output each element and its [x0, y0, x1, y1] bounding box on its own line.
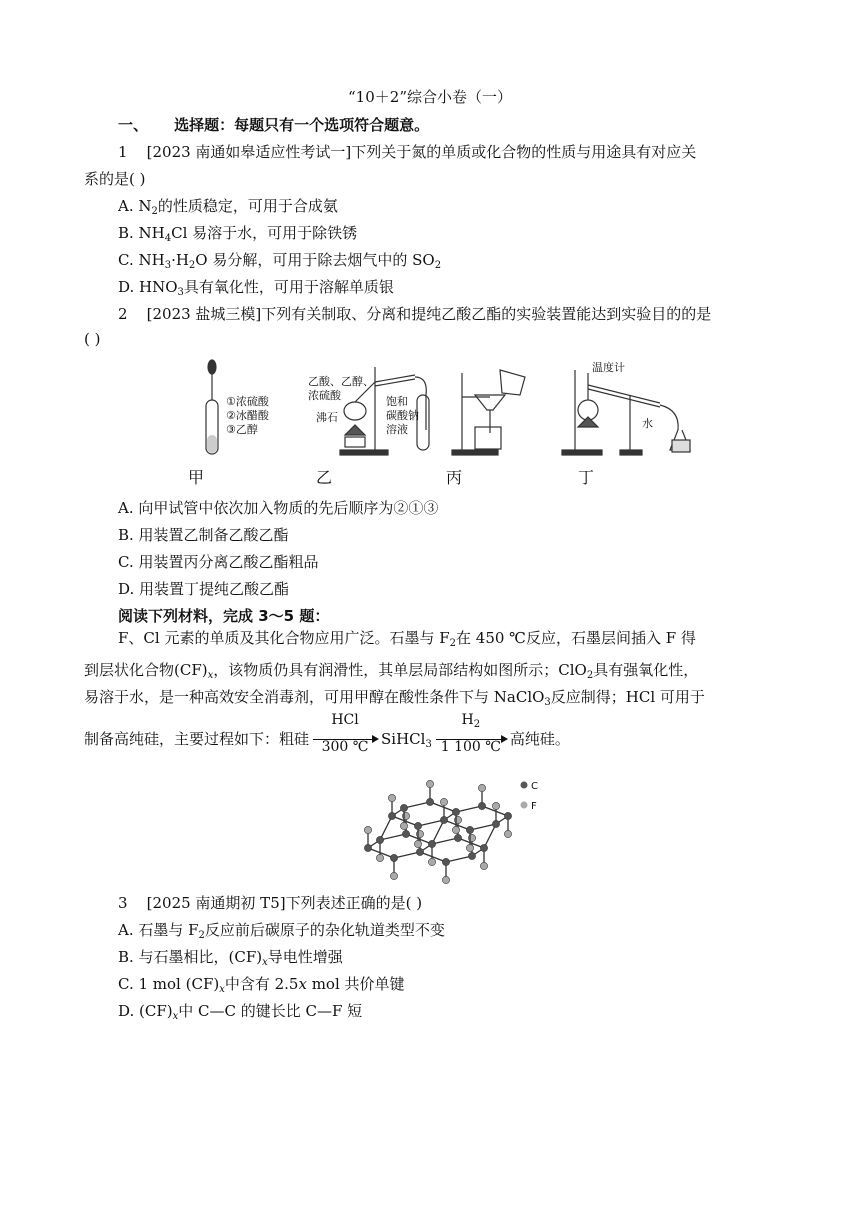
yi-left-label-1: 乙酸、乙醇、 [308, 375, 374, 388]
page-title: “10＋2”综合小卷（一） [348, 88, 512, 106]
reading-line-3: 易溶于水，是一种高效安全消毒剂，可用甲醇在酸性条件下与 NaClO$_3$反应制得；HCl 可用于 [84, 688, 705, 708]
carbon-atom [440, 816, 447, 823]
ding-thermometer-label: 温度计 [592, 361, 625, 374]
reading-instruction: 阅读下列材料，完成 3～5 题： [118, 607, 330, 625]
fluorine-atom [376, 854, 383, 861]
yi-right-label-3: 溶液 [386, 423, 408, 436]
apparatus-jia [206, 360, 218, 454]
q2-option-b[interactable]: B. 用装置乙制备乙酸乙酯 [118, 526, 289, 544]
carbon-atom [390, 854, 397, 861]
jia-reagent-1: ①浓硫酸 [226, 395, 269, 408]
apparatus-label-ding: 丁 [578, 468, 595, 487]
carbon-atom [426, 798, 433, 805]
ding-water-label: 水 [642, 417, 653, 430]
carbon-atom [478, 802, 485, 809]
q3-option-d[interactable]: D. $(CF)_x$中 C—C 的键长比 C—F 短 [118, 1002, 363, 1022]
cf-structure-figure [350, 760, 550, 885]
carbon-atom [376, 836, 383, 843]
apparatus-ding [562, 370, 690, 455]
carbon-atom [468, 852, 475, 859]
carbon-atom [428, 840, 435, 847]
carbon-atom [480, 844, 487, 851]
carbon-atom [442, 858, 449, 865]
q1-option-a[interactable]: A. $N_2$的性质稳定，可用于合成氨 [118, 197, 338, 217]
jia-reagent-2: ②冰醋酸 [226, 409, 269, 422]
section-number: 一、 [118, 116, 149, 134]
fluorine-atom [492, 802, 499, 809]
reaction-arrow-1: HCl 300 ℃ [311, 730, 379, 750]
bond [484, 824, 496, 848]
q2-option-d[interactable]: D. 用装置丁提纯乙酸乙酯 [118, 580, 290, 598]
fluorine-atom [504, 830, 511, 837]
carbon-atom [414, 822, 421, 829]
yi-right-label-2: 碳酸钠 [386, 409, 419, 422]
bond [432, 820, 444, 844]
section-heading [118, 114, 429, 135]
legend-f-label: F [531, 801, 537, 812]
carbon-atom [504, 812, 511, 819]
fluorine-atom [400, 822, 407, 829]
question-2-stem: 2 [2023 盐城三模]下列有关制取、分离和提纯乙酸乙酯的实验装置能达到实验目的的是 [118, 305, 712, 323]
q3-option-b[interactable]: B. 与石墨相比，$(CF)_x$导电性增强 [118, 948, 343, 968]
answer-blank: 系的是( ) [84, 170, 146, 188]
fluorine-atom [390, 872, 397, 879]
jia-reagent-3: ③乙醇 [226, 423, 258, 436]
bond [432, 838, 458, 844]
question-3-stem: 3 [2025 南通期初 T5]下列表述正确的是( ) [118, 894, 423, 912]
apparatus-label-bing: 丙 [446, 468, 463, 487]
answer-blank: ( ) [84, 330, 101, 348]
q3-option-a[interactable]: A. 石墨与 $F_2$反应前后碳原子的杂化轨道类型不变 [118, 921, 445, 941]
apparatus-bing [452, 370, 525, 455]
legend-f-dot [521, 802, 528, 809]
bond [418, 820, 444, 826]
carbon-atom [388, 812, 395, 819]
yi-left-label-2: 浓硫酸 [308, 389, 341, 402]
q1-option-b[interactable]: B. $NH_4Cl$ 易溶于水，可用于除铁锈 [118, 224, 358, 244]
bond [404, 802, 430, 808]
bond [394, 852, 420, 858]
question-source: [2023 盐城三模] [146, 305, 262, 323]
reading-line-4: 制备高纯硅，主要过程如下：粗硅 HCl 300 ℃ SiHCl$_3$ $\frac{H_2}{1 100 ℃}$ 高纯硅。 [84, 712, 570, 755]
carbon-atom [454, 834, 461, 841]
carbon-atom [364, 844, 371, 851]
fluorine-atom [480, 862, 487, 869]
carbon-atom [492, 820, 499, 827]
fluorine-atom [452, 826, 459, 833]
question-source: [2025 南通期初 T5] [146, 894, 286, 912]
bond [446, 856, 472, 862]
bond [380, 816, 392, 840]
apparatus-label-yi: 乙 [316, 468, 333, 487]
apparatus-figure [190, 355, 710, 465]
q1-option-c[interactable]: C. $NH_3\cdot H_2O$ 易分解，可用于除去烟气中的 $SO_2$ [118, 251, 442, 271]
fluorine-atom [414, 840, 421, 847]
bond [456, 806, 482, 812]
reading-passage: F、Cl 元素的单质及其化合物应用广泛。石墨与 $F_2$在 450 ℃反应，石墨层间插入 F 得 [118, 629, 696, 649]
legend-c-dot [521, 782, 528, 789]
fluorine-atom [364, 826, 371, 833]
fluorine-atom [428, 858, 435, 865]
section-instruction: 选择题：每题只有一个选项符合题意。 [174, 116, 430, 134]
fluorine-atom [466, 844, 473, 851]
fluorine-atom [478, 784, 485, 791]
reaction-arrow-2: $\frac{H_2}{1 100 ℃}$ [434, 730, 508, 750]
q1-option-d[interactable]: D. $HNO_3$具有氧化性，可用于溶解单质银 [118, 278, 394, 298]
carbon-atom [416, 848, 423, 855]
carbon-atom [452, 808, 459, 815]
apparatus-label-jia: 甲 [188, 468, 205, 487]
fluorine-atom [442, 876, 449, 883]
carbon-atom [400, 804, 407, 811]
yi-right-label-1: 饱和 [386, 395, 408, 408]
question-source: [2023 南通如皋适应性考试一] [146, 143, 352, 161]
yi-stone-label: 沸石 [316, 411, 338, 424]
q2-option-a[interactable]: A. 向甲试管中依次加入物质的先后顺序为②①③ [118, 499, 439, 517]
question-1-stem: 1 [2023 南通如皋适应性考试一]下列关于氮的单质或化合物的性质与用途具有对应关 [118, 143, 697, 161]
q2-option-c[interactable]: C. 用装置丙分离乙酸乙酯粗品 [118, 553, 319, 571]
legend-c-label: C [531, 781, 538, 792]
reading-line-2: 到层状化合物$(CF)_x$，该物质仍具有润滑性，其单层局部结构如图所示；ClO$_2$具有强氧化性， [84, 661, 699, 681]
fluorine-atom [388, 794, 395, 801]
q3-option-c[interactable]: C. 1 mol $(CF)_x$中含有 2.5x mol 共价单键 [118, 975, 405, 995]
carbon-atom [402, 830, 409, 837]
carbon-atom [466, 826, 473, 833]
bond [380, 834, 406, 840]
fluorine-atom [440, 798, 447, 805]
bond [470, 824, 496, 830]
fluorine-atom [426, 780, 433, 787]
